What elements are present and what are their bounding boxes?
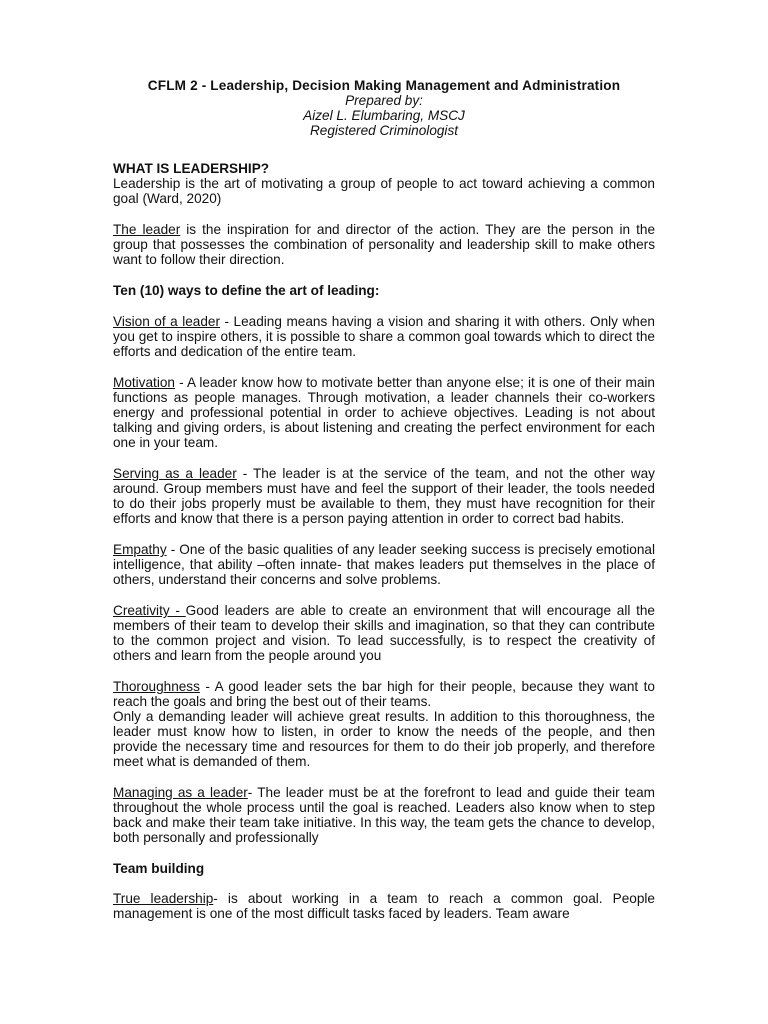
way-text: - The leader must be at the forefront to lead and guide their team throughout the whole process until the goal is reached. Leaders also know when to step back and make their team take initiative. In this way, the team gets the chance to develop, both personally and professionally bbox=[113, 785, 655, 845]
team-building-text: - is about working in a team to reach a common goal. People management is one of the most difficult tasks faced by leaders. Team aware bbox=[113, 891, 655, 921]
way-text: Good leaders are able to create an environment that will encourage all the members of their team to develop their skills and imagination, so that they can contribute to the common project and vision. To lead successfully, is to respect the creativity of others and learn from the people around you bbox=[113, 603, 655, 663]
document-title: CFLM 2 - Leadership, Decision Making Management and Administration bbox=[147, 78, 621, 93]
section-heading-what-is-leadership: WHAT IS LEADERSHIP? bbox=[113, 161, 270, 176]
way-paragraph-vision bbox=[113, 314, 655, 359]
way-paragraph-creativity bbox=[113, 603, 655, 663]
way-term: Managing as a leader bbox=[113, 785, 248, 800]
way-term: Serving as a leader bbox=[113, 466, 237, 481]
author-name: Aizel L. Elumbaring, MSCJ bbox=[303, 108, 465, 123]
way-text: - The leader is at the service of the team, and not the other way around. Group members must have and feel the support of their leader, the tools needed to do their jobs properly must be available to them, they must have recognition for their efforts and know that there is a person paying attention in order to correct bad habits. bbox=[113, 466, 655, 526]
way-term: Thoroughness bbox=[113, 679, 200, 694]
prepared-by-label: Prepared by: bbox=[345, 93, 423, 108]
leader-text: is the inspiration for and director of the action. They are the person in the group that possesses the combination of personality and leadership skill to make others want to follow their direction. bbox=[113, 222, 656, 267]
author-title: Registered Criminologist bbox=[309, 123, 459, 138]
way-text: - A leader know how to motivate better than anyone else; it is one of their main functions as people manages. Through motivation, a leader channels their co-workers energy and professional potential in order to achieve objectives. Leading is not about talking and giving orders, is about listening and creating the perfect environment for each one in your team. bbox=[113, 375, 655, 450]
way-paragraph-empathy bbox=[113, 542, 655, 587]
way-text: - A good leader sets the bar high for their people, because they want to reach the goals and bring the best out of their teams. bbox=[113, 679, 655, 709]
way-term: Creativity - bbox=[113, 603, 186, 618]
document-header bbox=[113, 78, 655, 138]
way-paragraph-managing bbox=[113, 785, 655, 845]
leader-term: The leader bbox=[113, 222, 181, 237]
way-text: - One of the basic qualities of any leader seeking success is precisely emotional intelligence, that ability –often innate- that makes leaders put themselves in the place of others, understand their concerns and solve problems. bbox=[113, 542, 655, 587]
document-page bbox=[113, 78, 655, 921]
way-term: Motivation bbox=[113, 375, 175, 390]
team-building-term: True leadership bbox=[113, 891, 214, 906]
way-paragraph-motivation bbox=[113, 375, 655, 450]
leader-paragraph bbox=[113, 222, 655, 267]
way-term: Vision of a leader bbox=[113, 314, 220, 329]
way-term: Empathy bbox=[113, 542, 167, 557]
way-text: - Leading means having a vision and sharing it with others. Only when you get to inspire others, it is possible to share a common goal towards which to direct the efforts and dedication of the entire team. bbox=[113, 314, 655, 359]
way-paragraph-thoroughness-continued: Only a demanding leader will achieve great results. In addition to this thoroughness, the leader must know how to listen, in order to know the needs of the people, and then provide the necessary time and resources for them to do their job properly, and therefore meet what is demanded of them. bbox=[113, 709, 655, 769]
team-building-paragraph bbox=[113, 891, 655, 921]
leadership-definition: Leadership is the art of motivating a group of people to act toward achieving a common goal (Ward, 2020) bbox=[113, 176, 655, 206]
section-heading-team-building: Team building bbox=[113, 861, 205, 876]
way-paragraph-thoroughness bbox=[113, 679, 655, 709]
section-heading-ten-ways: Ten (10) ways to define the art of leading: bbox=[113, 283, 380, 298]
way-paragraph-serving bbox=[113, 466, 655, 526]
